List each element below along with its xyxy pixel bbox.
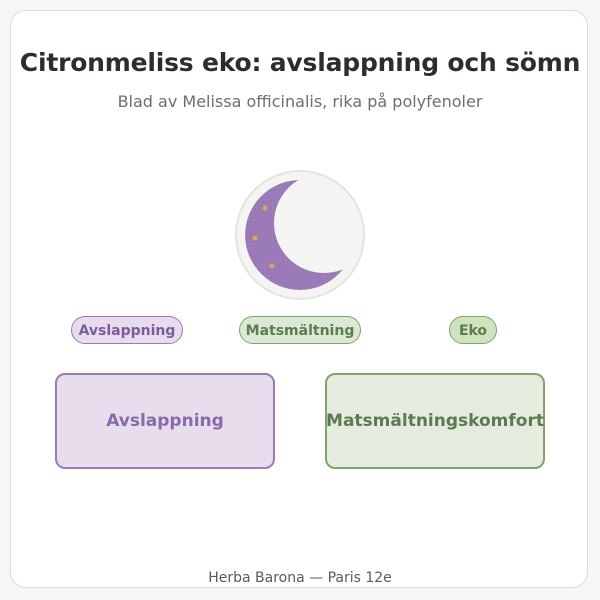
benefit-box-matsmaltningskomfort [325, 373, 545, 469]
tag-avslappning: Avslappning [71, 316, 183, 344]
tag-eko: Eko [449, 316, 497, 344]
footer-text: Herba Barona — Paris 12e [208, 570, 392, 586]
tag-matsmaltning: Matsmältning [239, 316, 361, 344]
page-subtitle: Blad av Melissa officinalis, rika på polyfenoler [117, 92, 483, 111]
page-title: Citronmeliss eko: avslappning och sömn [19, 48, 581, 77]
benefit-label: Matsmältningskomfort [326, 411, 544, 431]
crescent-moon-icon [233, 168, 367, 302]
benefit-box-avslappning [55, 373, 275, 469]
benefit-label: Avslappning [106, 411, 224, 431]
